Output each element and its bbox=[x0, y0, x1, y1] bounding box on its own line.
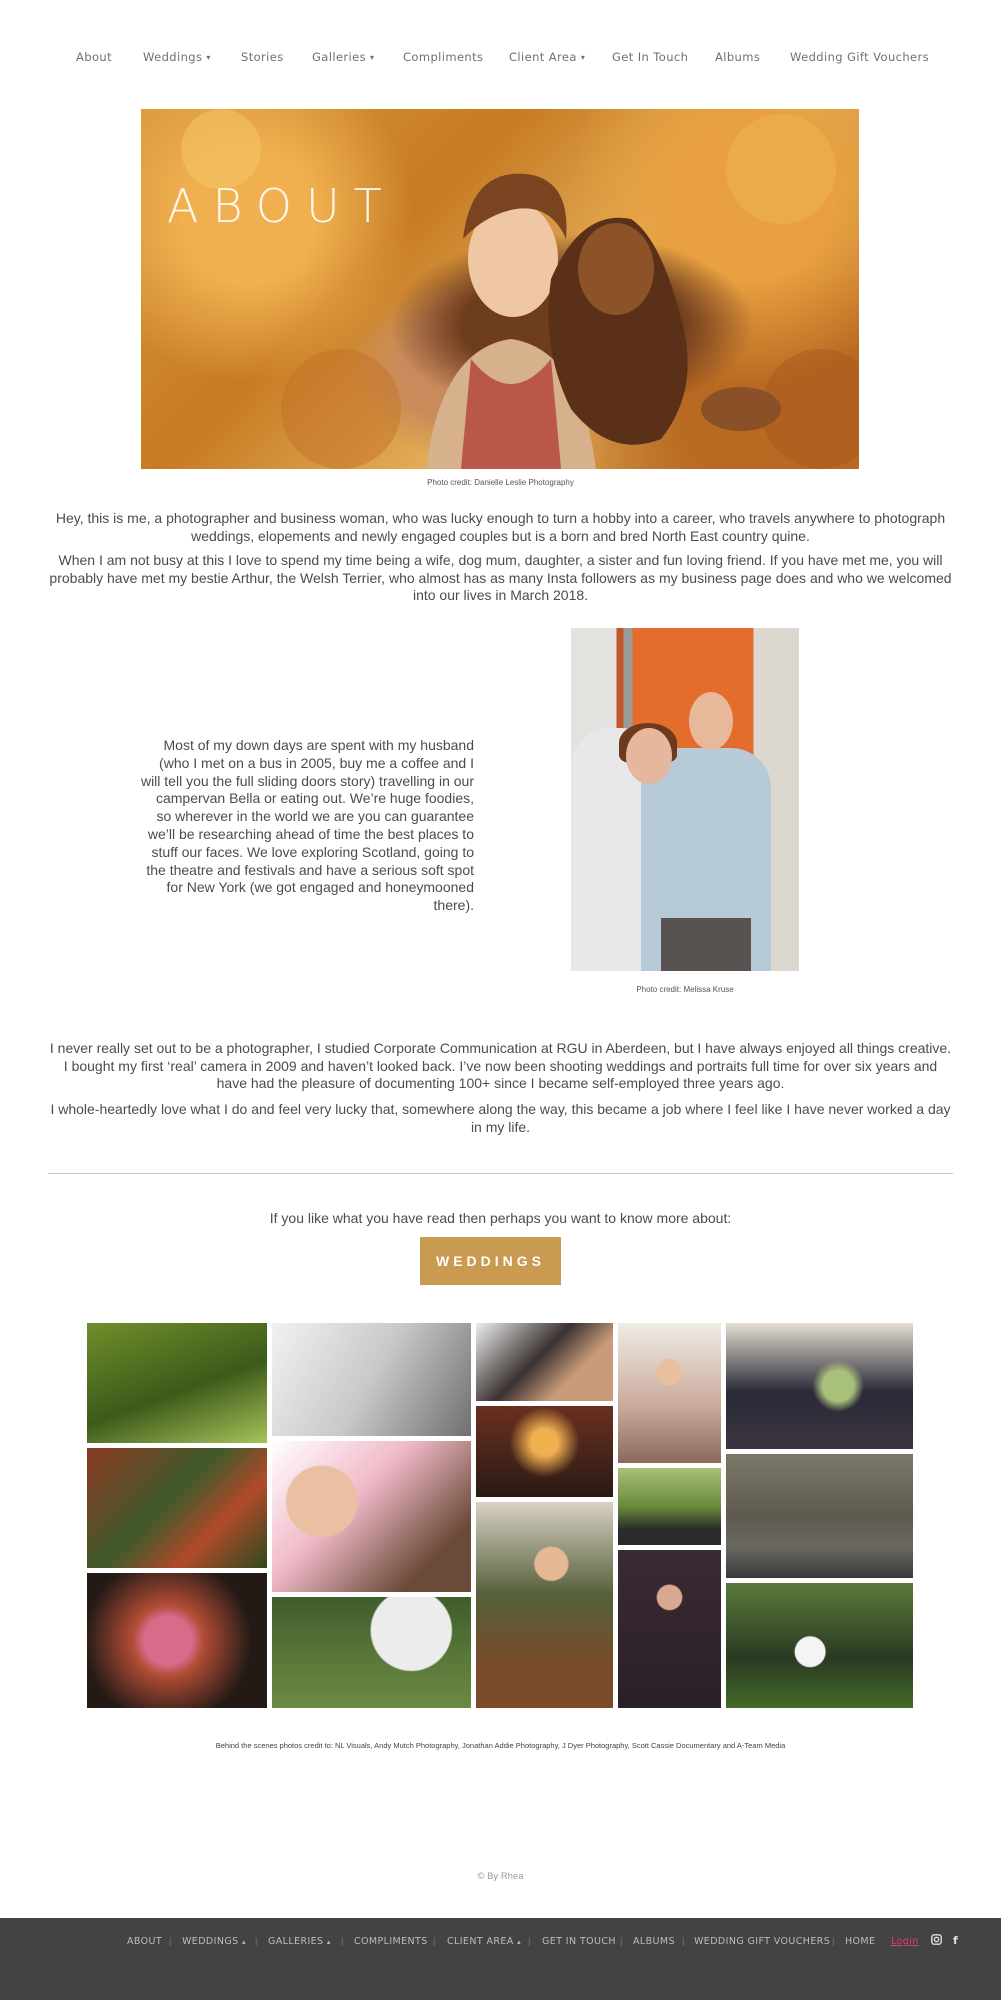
gallery-photo[interactable] bbox=[476, 1323, 613, 1401]
nav-label: About bbox=[76, 50, 113, 64]
intro-paragraph-2: When I am not busy at this I love to spend my time being a wife, dog mum, daughter, a sister and fun loving friend. If you have met me, you will probably have met my bestie Arthur, the Welsh Terrier, who almost has as many Insta followers as my business page does and who we welcomed into our lives in March 2018. bbox=[49, 552, 952, 603]
gallery-photo-credits: Behind the scenes photos credit to: NL Visuals, Andy Mutch Photography, Jonathan Addie Photography, J Dyer Photography, Scott Cassie Documentary and A-Team Media bbox=[215, 1741, 786, 1750]
gallery-photo[interactable] bbox=[726, 1454, 913, 1578]
nav-wedding-gift-vouchers[interactable] bbox=[790, 50, 929, 64]
footer-link-label: COMPLIMENTS bbox=[354, 1936, 428, 1947]
facebook-icon[interactable]: f bbox=[953, 1934, 958, 1947]
footer-link-label: CLIENT AREA bbox=[447, 1936, 514, 1947]
footer-separator: | bbox=[169, 1936, 172, 1946]
nav-label: Wedding Gift Vouchers bbox=[790, 50, 930, 64]
gallery-photo[interactable] bbox=[726, 1323, 913, 1449]
footer-link-label: GALLERIES bbox=[268, 1936, 324, 1947]
outro-paragraph-1: I never really set out to be a photographer, I studied Corporate Communication at RGU in Aberdeen, but I have always enjoyed all things creative. I bought my first ‘real’ camera in 2009 and haven’t looked back. I’ve now been shooting weddings and portraits full time for over six years and have had the pleasure of documenting 100+ since I became self-employed three years ago. bbox=[49, 1040, 952, 1091]
footer-link-weddings[interactable] bbox=[182, 1936, 246, 1947]
gallery-photo[interactable] bbox=[726, 1583, 913, 1708]
cta-text: If you like what you have read then perhaps you want to know more about: bbox=[269, 1210, 732, 1226]
nav-compliments[interactable] bbox=[403, 50, 483, 64]
photo-shape bbox=[689, 692, 733, 750]
footer-separator: | bbox=[832, 1936, 835, 1946]
footer-separator: | bbox=[528, 1936, 531, 1946]
footer-link-label: ABOUT bbox=[127, 1936, 163, 1947]
gallery-photo[interactable] bbox=[87, 1323, 267, 1443]
footer-link-compliments[interactable] bbox=[354, 1936, 428, 1947]
nav-label: Get In Touch bbox=[612, 50, 689, 64]
login-link[interactable]: Login bbox=[891, 1936, 919, 1947]
intro-paragraph-1: Hey, this is me, a photographer and business woman, who was lucky enough to turn a hobby into a career, who travels anywhere to photograph weddings, elopements and newly engaged couples but is a born and bred North East country quine. bbox=[55, 510, 946, 544]
hero-photo-illustration bbox=[141, 109, 859, 469]
nav-client-area[interactable] bbox=[509, 50, 585, 64]
footer-link-wedding-gift-vouchers[interactable] bbox=[694, 1936, 830, 1947]
footer-link-label: HOME bbox=[845, 1936, 876, 1947]
chevron-down-icon: ▾ bbox=[206, 53, 211, 62]
copyright: © By Rhea bbox=[477, 1871, 524, 1882]
footer-separator: | bbox=[682, 1936, 685, 1946]
chevron-down-icon: ▾ bbox=[370, 53, 375, 62]
nav-get-in-touch[interactable] bbox=[612, 50, 688, 64]
nav-stories[interactable] bbox=[241, 50, 284, 64]
nav-label: Client Area bbox=[509, 50, 577, 64]
footer-link-label: WEDDING GIFT VOUCHERS bbox=[694, 1936, 831, 1947]
gallery-photo[interactable] bbox=[618, 1323, 721, 1463]
footer-link-label: GET IN TOUCH bbox=[542, 1936, 616, 1947]
hero-title: ABOUT bbox=[167, 179, 396, 233]
footer-separator: | bbox=[433, 1936, 436, 1946]
hero-photo-credit: Photo credit: Danielle Leslie Photography bbox=[427, 478, 574, 487]
chevron-up-icon: ▴ bbox=[517, 1938, 522, 1946]
gallery-photo[interactable] bbox=[476, 1502, 613, 1708]
footer-link-galleries[interactable] bbox=[268, 1936, 331, 1947]
gallery-photo[interactable] bbox=[476, 1406, 613, 1497]
gallery-photo[interactable] bbox=[272, 1441, 471, 1592]
footer-separator: | bbox=[341, 1936, 344, 1946]
nav-label: Albums bbox=[715, 50, 761, 64]
nav-label: Stories bbox=[241, 50, 284, 64]
nav-label: Weddings bbox=[143, 50, 203, 64]
nav-about[interactable] bbox=[76, 50, 112, 64]
photo-shape bbox=[661, 918, 751, 971]
footer-separator: | bbox=[620, 1936, 623, 1946]
instagram-icon[interactable] bbox=[931, 1934, 942, 1948]
top-navigation bbox=[0, 0, 1001, 113]
nav-galleries[interactable] bbox=[312, 50, 374, 64]
gallery-photo[interactable] bbox=[87, 1573, 267, 1708]
gallery-photo[interactable] bbox=[618, 1468, 721, 1545]
footer-link-client-area[interactable] bbox=[447, 1936, 521, 1947]
footer-link-about[interactable] bbox=[127, 1936, 162, 1947]
couple-photo-credit: Photo credit: Melissa Kruse bbox=[636, 985, 734, 994]
chevron-up-icon: ▴ bbox=[326, 1938, 331, 1946]
gallery-photo[interactable] bbox=[272, 1597, 471, 1708]
chevron-down-icon: ▾ bbox=[580, 53, 586, 62]
footer-link-albums[interactable] bbox=[633, 1936, 675, 1947]
footer-separator: | bbox=[255, 1936, 258, 1946]
chevron-up-icon: ▴ bbox=[241, 1938, 246, 1946]
nav-albums[interactable] bbox=[715, 50, 760, 64]
footer-link-label: WEDDINGS bbox=[182, 1936, 239, 1947]
nav-label: Compliments bbox=[403, 50, 484, 64]
footer-link-label: ALBUMS bbox=[633, 1936, 675, 1947]
hero-image bbox=[141, 109, 859, 469]
weddings-button[interactable]: WEDDINGS bbox=[420, 1237, 561, 1285]
couple-photo bbox=[571, 628, 799, 971]
nav-weddings[interactable] bbox=[143, 50, 211, 64]
section-divider bbox=[48, 1173, 953, 1174]
gallery-photo[interactable] bbox=[618, 1550, 721, 1708]
middle-paragraph: Most of my down days are spent with my husband (who I met on a bus in 2005, buy me a coffee and I will tell you the full sliding doors story) travelling in our campervan Bella or eating out. We’re huge foodies, so wherever in the world we are you can guarantee we’ll be researching ahead of time the best places to stuff our faces. We love exploring Scotland, going to the theatre and festivals and have a serious soft spot for New York (we got engaged and honeymooned there). bbox=[140, 737, 474, 914]
nav-label: Galleries bbox=[312, 50, 367, 64]
gallery-photo[interactable] bbox=[87, 1448, 267, 1568]
footer-link-get-in-touch[interactable] bbox=[542, 1936, 616, 1947]
gallery-photo[interactable] bbox=[272, 1323, 471, 1436]
footer bbox=[0, 1918, 1001, 2000]
footer-link-home[interactable] bbox=[845, 1936, 875, 1947]
outro-paragraph-2: I whole-heartedly love what I do and feel very lucky that, somewhere along the way, this became a job where I feel like I have never worked a day in my life. bbox=[50, 1101, 951, 1135]
photo-shape bbox=[626, 728, 672, 784]
